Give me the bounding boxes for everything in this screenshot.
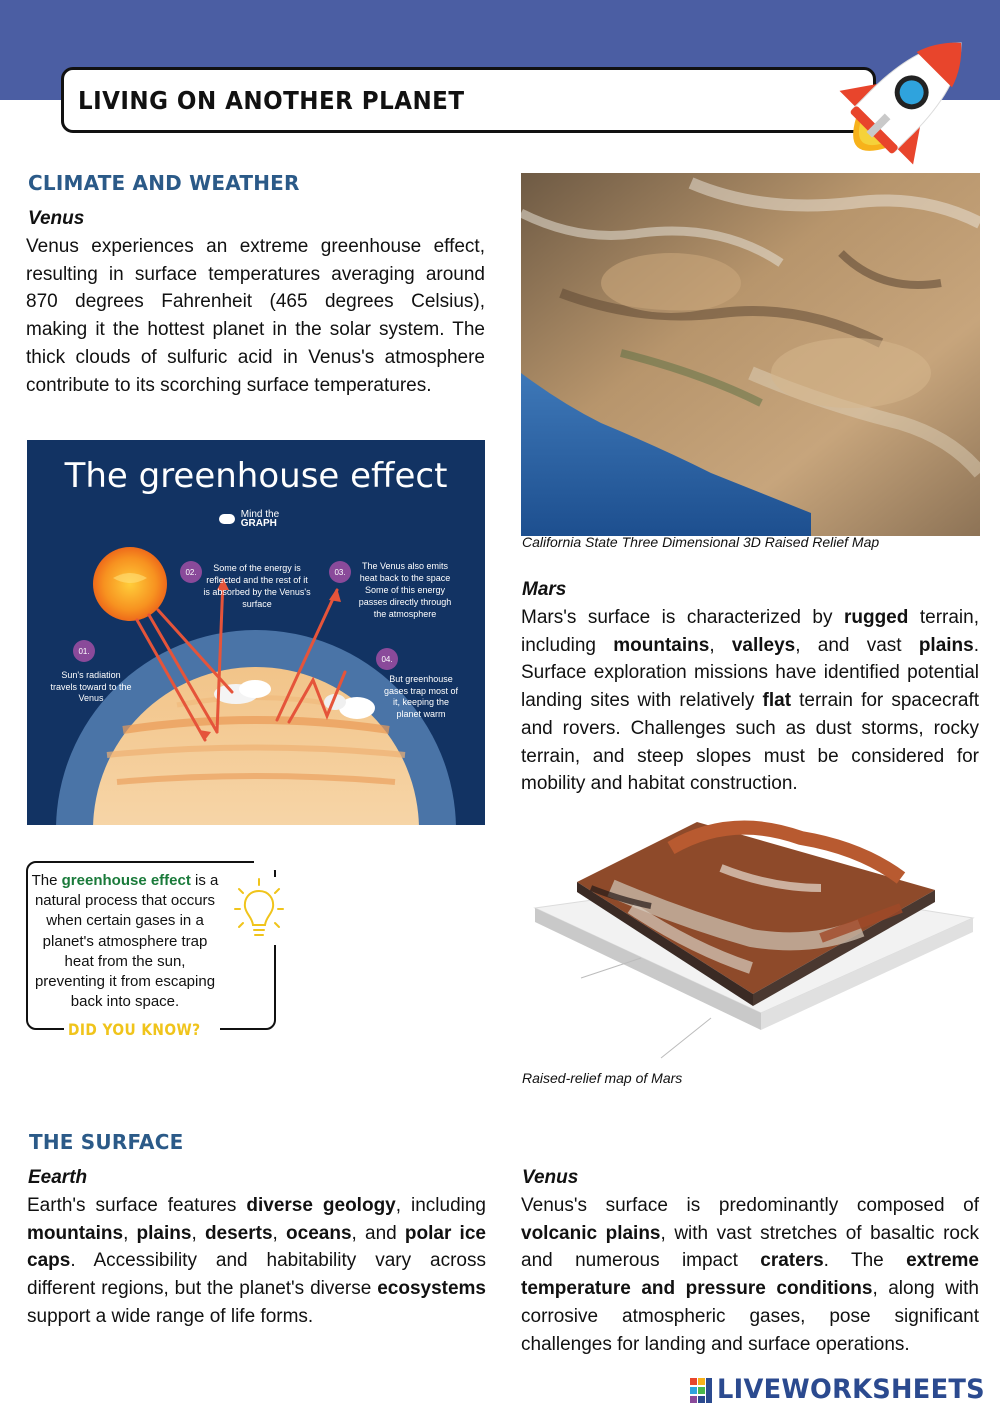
step2-text: Some of the energy is reflected and the rest of it is absorbed by the Venus's surface xyxy=(203,563,311,609)
venus-surface-text: Venus's surface is predominantly composed of volcanic plains, with vast stretches of basaltic rock and numerous impact craters. The extreme temperature and pressure conditions, along with corrosive atmospheric gases, pose significant challenges for landing and surface operations. xyxy=(521,1195,980,1355)
brand-cloud-icon xyxy=(219,514,235,524)
infographic-brand xyxy=(219,510,279,528)
california-relief-map xyxy=(521,173,980,536)
lightbulb-icon xyxy=(233,877,285,945)
greenhouse-infographic xyxy=(27,440,485,825)
venus-climate-title: Venus xyxy=(28,208,85,229)
did-you-know-label: DID YOU KNOW? xyxy=(68,1020,201,1039)
liveworksheets-logo-icon xyxy=(690,1378,714,1404)
mars-relief-map xyxy=(521,808,979,1070)
greenhouse-effect-highlight: greenhouse effect xyxy=(61,872,191,889)
brand-line2: GRAPH xyxy=(240,518,277,529)
title-banner xyxy=(61,67,876,133)
rocket-icon xyxy=(826,28,976,168)
did-you-know-text: The greenhouse effect is a natural process that occurs when certain gases in a planet's atmosphere trap heat from the sun, preventing it from escaping back into space. xyxy=(31,872,219,1011)
step4-number: 04. xyxy=(381,655,393,664)
brand-line1: Mind the xyxy=(240,509,280,520)
venus-surface-title: Venus xyxy=(522,1167,579,1188)
infographic-title: The greenhouse effect xyxy=(64,456,448,496)
did-you-know-box xyxy=(26,861,276,1039)
earth-title: Eearth xyxy=(28,1167,88,1188)
step1-number: 01. xyxy=(78,647,90,656)
climate-heading: CLIMATE AND WEATHER xyxy=(28,171,300,195)
step3-text: The Venus also emits heat back to the space Some of this energy passes directly through the atmosphere xyxy=(358,561,452,619)
mars-text: Mars's surface is characterized by rugged terrain, including mountains, valleys, and vast plains. Surface exploration missions have identified potential landing sites with relatively flat terrain for spacecraft and rovers. Challenges such as dust storms, rocky terrain, and steep slopes must be considered for mobility and habitat construction. xyxy=(521,607,979,795)
step3-number: 03. xyxy=(334,568,346,577)
venus-climate-text: Venus experiences an extreme greenhouse effect, resulting in surface temperatures averaging around 870 degrees Fahrenheit (465 degrees Celsius), making it the hottest planet in the solar system. The thick clouds of sulfuric acid in Venus's atmosphere contribute to its scorching surface temperatures. xyxy=(26,236,485,396)
mars-map-caption: Raised-relief map of Mars xyxy=(522,1070,683,1086)
mars-title: Mars xyxy=(522,579,567,600)
step4-text: But greenhouse gases trap most of it, keeping the planet warm xyxy=(383,674,459,719)
california-map-caption: California State Three Dimensional 3D Raised Relief Map xyxy=(522,534,880,550)
page-title: LIVING ON ANOTHER PLANET xyxy=(78,86,465,115)
step1-text: Sun's radiation travels toward to the Venus xyxy=(50,670,132,703)
surface-heading: THE SURFACE xyxy=(29,1130,184,1154)
step2-number: 02. xyxy=(185,568,197,577)
box-notch xyxy=(254,860,276,870)
earth-surface-text: Earth's surface features diverse geology, including mountains, plains, deserts, oceans, and polar ice caps. Accessibility and habitability vary across different regions, but the planet's diverse ecosystems support a wide range of life forms. xyxy=(27,1195,486,1327)
liveworksheets-logo-text: LIVEWORKSHEETS xyxy=(717,1374,985,1405)
